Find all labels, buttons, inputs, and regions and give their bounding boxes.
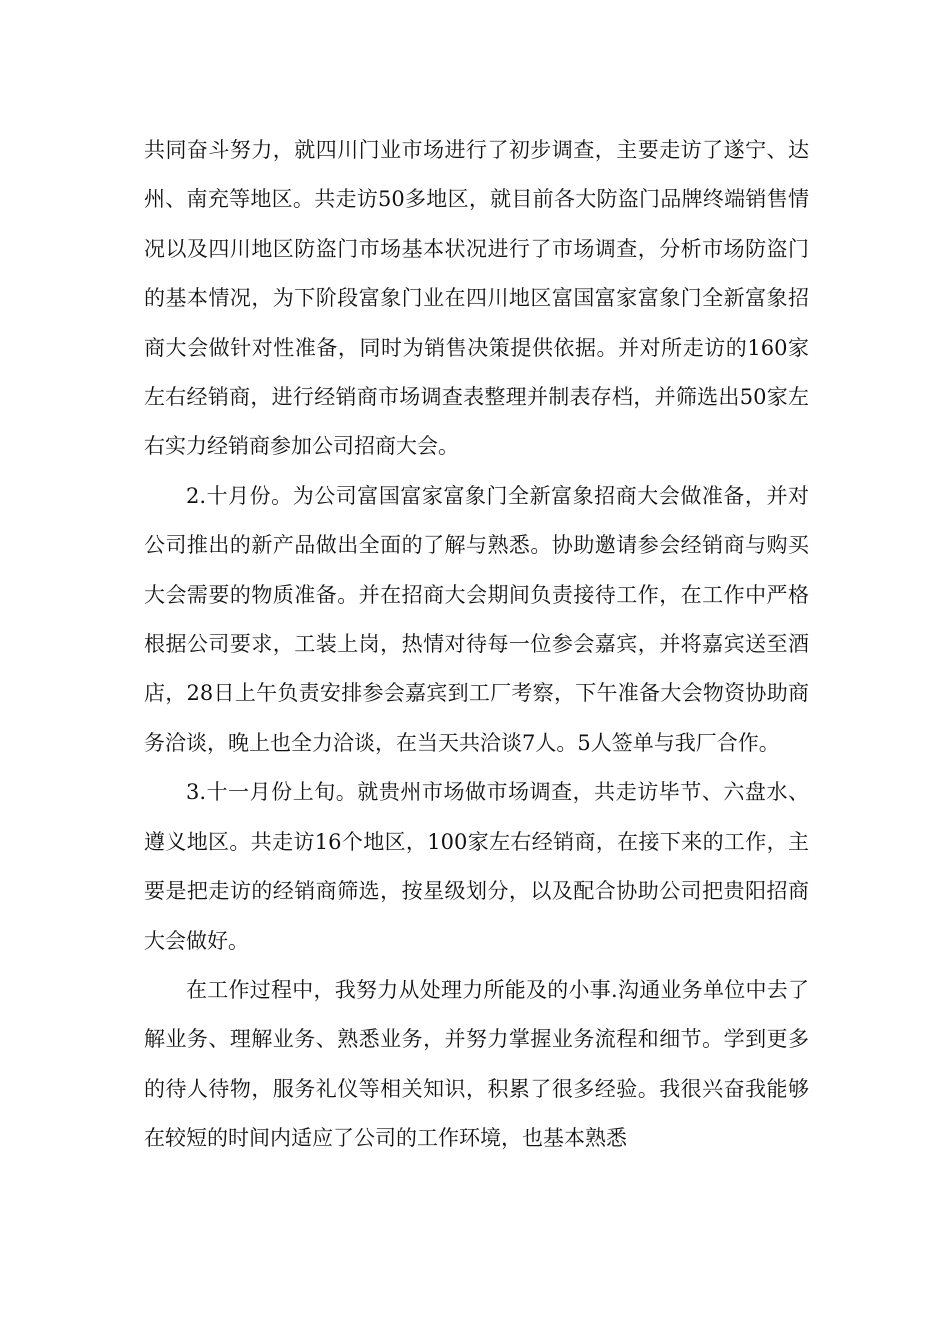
document-body xyxy=(144,126,809,1164)
paragraph-october: 2.十月份。为公司富国富家富象门全新富象招商大会做准备，并对公司推出的新产品做出全面的了解与熟悉。协助邀请参会经销商与购买大会需要的物质准备。并在招商大会期间负责接待工作，在工作中严格根据公司要求，工装上岗，热情对待每一位参会嘉宾，并将嘉宾送至酒店，28日上午负责安排参会嘉宾到工厂考察，下午准备大会物资协助商务洽谈，晚上也全力洽谈，在当天共洽谈7人。5人签单与我厂合作。 xyxy=(144,483,809,755)
paragraph-november: 3.十一月份上旬。就贵州市场做市场调查，共走访毕节、六盘水、遵义地区。共走访16个地区，100家左右经销商，在接下来的工作，主要是把走访的经销商筛选，按星级划分，以及配合协助公司把贵阳招商大会做好。 xyxy=(144,780,809,953)
paragraph-continuation: 共同奋斗努力，就四川门业市场进行了初步调查，主要走访了遂宁、达州、南充等地区。共走访50多地区，就目前各大防盗门品牌终端销售情况以及四川地区防盗门市场基本状况进行了市场调查，分析市场防盗门的基本情况，为下阶段富象门业在四川地区富国富家富象门全新富象招商大会做针对性准备，同时为销售决策提供依据。并对所走访的160家左右经销商，进行经销商市场调查表整理并制表存档，并筛选出50家左右实力经销商参加公司招商大会。 xyxy=(144,138,809,459)
paragraph-work-process: 在工作过程中，我努力从处理力所能及的小事.沟通业务单位中去了解业务、理解业务、熟悉业务，并努力掌握业务流程和细节。学到更多的待人待物，服务礼仪等相关知识，积累了很多经验。我很兴奋我能够在较短的时间内适应了公司的工作环境，也基本熟悉 xyxy=(144,977,809,1151)
